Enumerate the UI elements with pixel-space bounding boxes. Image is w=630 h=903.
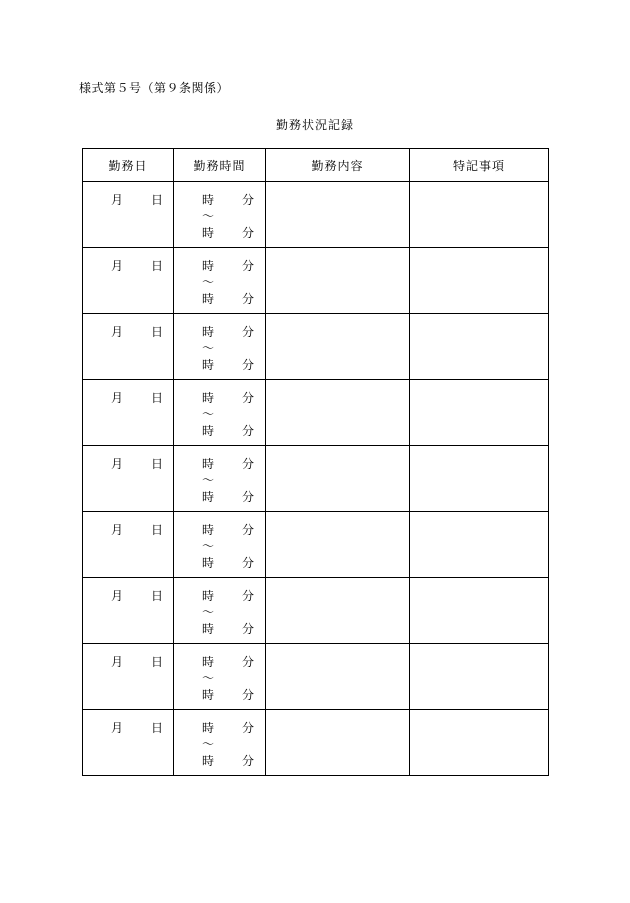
work-hours-cell[interactable] [174,512,266,578]
work-hours-cell[interactable] [174,710,266,776]
month-label: 月 [111,193,124,207]
special-notes-cell[interactable] [410,644,549,710]
work-content-cell[interactable] [266,644,410,710]
table-row [83,644,549,710]
end-hour-label: 時 [202,226,215,240]
end-hour-label: 時 [202,292,215,306]
end-minute-label: 分 [242,622,255,636]
month-label: 月 [111,655,124,669]
start-hour-label: 時 [202,589,215,603]
work-content-cell[interactable] [266,710,410,776]
work-hours-cell[interactable] [174,314,266,380]
day-label: 日 [151,457,164,471]
work-content-cell[interactable] [266,512,410,578]
start-minute-label: 分 [242,193,255,207]
day-label: 日 [151,391,164,405]
work-hours-cell[interactable] [174,380,266,446]
start-minute-label: 分 [242,589,255,603]
special-notes-cell[interactable] [410,182,549,248]
table-header-row [83,149,549,182]
special-notes-cell[interactable] [410,578,549,644]
day-label: 日 [151,721,164,735]
special-notes-cell[interactable] [410,248,549,314]
work-hours-cell[interactable] [174,644,266,710]
start-minute-label: 分 [242,457,255,471]
month-label: 月 [111,259,124,273]
month-label: 月 [111,523,124,537]
work-date-cell[interactable] [83,578,174,644]
work-date-cell[interactable] [83,380,174,446]
work-content-cell[interactable] [266,446,410,512]
range-separator: ～ [202,341,215,355]
end-minute-label: 分 [242,292,255,306]
column-header-special-notes: 特記事項 [410,149,549,182]
column-header-work-hours: 勤務時間 [174,149,266,182]
work-content-cell[interactable] [266,182,410,248]
start-hour-label: 時 [202,523,215,537]
end-minute-label: 分 [242,424,255,438]
start-hour-label: 時 [202,457,215,471]
month-label: 月 [111,325,124,339]
range-separator: ～ [202,407,215,421]
end-minute-label: 分 [242,688,255,702]
table-row [83,314,549,380]
work-hours-cell[interactable] [174,182,266,248]
work-date-cell[interactable] [83,644,174,710]
start-hour-label: 時 [202,193,215,207]
start-minute-label: 分 [242,391,255,405]
start-minute-label: 分 [242,259,255,273]
end-minute-label: 分 [242,490,255,504]
special-notes-cell[interactable] [410,710,549,776]
range-separator: ～ [202,539,215,553]
range-separator: ～ [202,473,215,487]
day-label: 日 [151,523,164,537]
column-header-work-date: 勤務日 [83,149,174,182]
month-label: 月 [111,391,124,405]
work-date-cell[interactable] [83,710,174,776]
work-hours-cell[interactable] [174,578,266,644]
range-separator: ～ [202,737,215,751]
start-hour-label: 時 [202,325,215,339]
column-header-work-content: 勤務内容 [266,149,410,182]
end-hour-label: 時 [202,358,215,372]
document-title: 勤務状況記録 [275,118,354,132]
table-row [83,446,549,512]
work-date-cell[interactable] [83,314,174,380]
table-row [83,710,549,776]
start-minute-label: 分 [242,523,255,537]
end-minute-label: 分 [242,226,255,240]
work-date-cell[interactable] [83,182,174,248]
start-hour-label: 時 [202,721,215,735]
range-separator: ～ [202,605,215,619]
special-notes-cell[interactable] [410,380,549,446]
month-label: 月 [111,721,124,735]
start-minute-label: 分 [242,721,255,735]
form-number: 様式第５号（第９条関係） [79,81,230,95]
day-label: 日 [151,325,164,339]
day-label: 日 [151,259,164,273]
work-date-cell[interactable] [83,446,174,512]
table-row [83,512,549,578]
end-hour-label: 時 [202,754,215,768]
work-content-cell[interactable] [266,314,410,380]
end-hour-label: 時 [202,556,215,570]
special-notes-cell[interactable] [410,512,549,578]
special-notes-cell[interactable] [410,446,549,512]
special-notes-cell[interactable] [410,314,549,380]
table-row [83,578,549,644]
table-body [83,182,549,776]
work-date-cell[interactable] [83,512,174,578]
work-hours-cell[interactable] [174,446,266,512]
end-hour-label: 時 [202,424,215,438]
end-minute-label: 分 [242,556,255,570]
end-hour-label: 時 [202,688,215,702]
work-record-table [82,148,549,776]
work-date-cell[interactable] [83,248,174,314]
range-separator: ～ [202,671,215,685]
table-row [83,248,549,314]
day-label: 日 [151,193,164,207]
day-label: 日 [151,589,164,603]
range-separator: ～ [202,275,215,289]
table-row [83,380,549,446]
start-hour-label: 時 [202,259,215,273]
day-label: 日 [151,655,164,669]
end-hour-label: 時 [202,622,215,636]
end-hour-label: 時 [202,490,215,504]
end-minute-label: 分 [242,754,255,768]
start-minute-label: 分 [242,655,255,669]
work-content-cell[interactable] [266,380,410,446]
month-label: 月 [111,589,124,603]
start-minute-label: 分 [242,325,255,339]
month-label: 月 [111,457,124,471]
work-content-cell[interactable] [266,248,410,314]
work-hours-cell[interactable] [174,248,266,314]
work-content-cell[interactable] [266,578,410,644]
end-minute-label: 分 [242,358,255,372]
table-row [83,182,549,248]
range-separator: ～ [202,209,215,223]
start-hour-label: 時 [202,655,215,669]
start-hour-label: 時 [202,391,215,405]
